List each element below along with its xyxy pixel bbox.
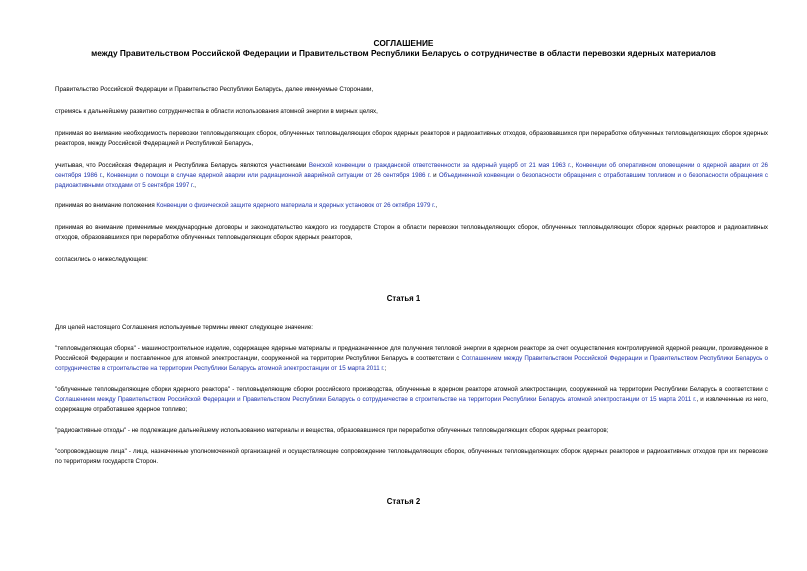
definition-fuel-assembly [55,344,768,374]
article-text: "тепловыделяющая сборка" - машиностроительное изделие, содержащее ядерные материалы и предназначенное для получения тепловой энергии в ядерном реакторе за счет осуществления контролируемой ядерной реакции, произведенное в Российской Федерации и поставленное для атомной электростанции, сооруженной на территории Республики Беларусь в соответствии с [55,345,768,362]
link-notification-convention[interactable]: Конвенции об оперативном оповещении о ядерной аварии от 26 сентября 1986 г. [55,162,768,179]
title-line-1: СОГЛАШЕНИЕ [373,38,434,48]
article-text: "сопровождающие лица" - лица, назначенные уполномоченной организацией и осуществляющие сопровождение тепловыделяющих сборок, облученных тепловыделяющих сборок ядерных реакторов и радиоактивных отходов при их перевозке по территориям государств Сторон. [55,448,768,465]
link-vienna-convention[interactable]: Венской конвенции о гражданской ответственности за ядерный ущерб от 21 мая 1963 г. [308,162,572,169]
title-line-2: между Правительством Российской Федерации и Правительством Республики Беларусь о сотрудничестве в области перевозки ядерных материалов [91,48,716,58]
article-text: "облученные тепловыделяющие сборки ядерного реактора" - тепловыделяющие сборки российского производства, облученные в ядерном реакторе атомной электростанции, сооруженной на территории Республики Беларусь в соответствии с [55,386,768,393]
article-1-intro [55,323,768,333]
link-joint-convention[interactable]: Объединенной конвенции о безопасности обращения с отработавшим топливом и о безопасности обращения с радиоактивными отходами от 5 сентября 1997 г. [55,172,768,189]
preamble-text: принимая во внимание применимые международные договоры и законодательство каждого из государств Сторон в области перевозки тепловыделяющих сборок, облученных тепловыделяющих сборок ядерных реакторов и радиоактивных отходов, образовавшихся при переработке облученных тепловыделяющих сборок ядерных реакторов, [55,224,768,241]
preamble-text: , [571,162,576,169]
definition-radioactive-waste [55,426,768,436]
article-text: ; [384,365,387,372]
preamble-text: Правительство Российской Федерации и Правительство Республики Беларусь, далее именуемые Сторонами, [55,86,374,93]
definition-escorts [55,447,768,467]
preamble-paragraph-5 [55,201,768,211]
link-assistance-convention[interactable]: Конвенции о помощи в случае ядерной аварии или радиационной аварийной ситуации от 26 сентября 1986 г. [106,172,431,179]
preamble-text: и [430,172,439,179]
preamble-text: учитывая, что Российская Федерация и Республика Беларусь являются участниками [55,162,309,169]
article-text: "радиоактивные отходы" - не подлежащие дальнейшему использованию материалы и вещества, образовавшиеся при переработке облученных тепловыделяющих сборок ядерных реакторов; [55,427,609,434]
article-2-heading: Статья 2 [386,497,421,506]
preamble-text: согласились о нижеследующем: [55,256,148,263]
preamble-paragraph-6 [55,223,768,243]
preamble-paragraph-4 [55,161,768,191]
definition-irradiated-assemblies [55,385,768,415]
preamble-text: принимая во внимание необходимость перевозки тепловыделяющих сборок, облученных тепловыделяющих сборок ядерных реакторов и радиоактивных отходов, образовавшихся при переработке облученных тепловыделяющих сборок ядерных реакторов, между Российской Федерацией и Республикой Беларусь, [55,130,768,147]
article-1-heading: Статья 1 [386,294,421,303]
preamble-text: принимая во внимание положения [55,202,157,209]
preamble-text: , [194,182,197,189]
preamble-paragraph-7 [55,255,768,265]
link-npp-agreement[interactable]: Соглашением между Правительством Российской Федерации и Правительством Республики Беларусь о сотрудничестве в строительстве на территории Республики Беларусь атомной электростанции от 15 марта 2011 г. [55,355,768,372]
preamble-paragraph-2 [55,107,768,117]
article-text: , и извлеченные из него, содержащие отработавшее ядерное топливо; [55,396,768,413]
preamble-paragraph-3 [55,129,768,149]
link-npp-agreement[interactable]: Соглашением между Правительством Российской Федерации и Правительством Республики Беларусь о сотрудничестве в строительстве на территории Республики Беларусь атомной электростанции от 15 марта 2011 г. [55,396,697,403]
preamble-text: стремясь к дальнейшему развитию сотрудничества в области использования атомной энергии в мирных целях, [55,108,378,115]
article-text: Для целей настоящего Соглашения используемые термины имеют следующее значение: [55,324,314,331]
preamble-paragraph-1 [55,85,768,95]
preamble-text: , [102,172,107,179]
preamble-text: , [435,202,438,209]
link-physical-protection-convention[interactable]: Конвенции о физической защите ядерного материала и ядерных установок от 26 октября 1979 г. [156,202,436,209]
document-title [0,38,807,58]
